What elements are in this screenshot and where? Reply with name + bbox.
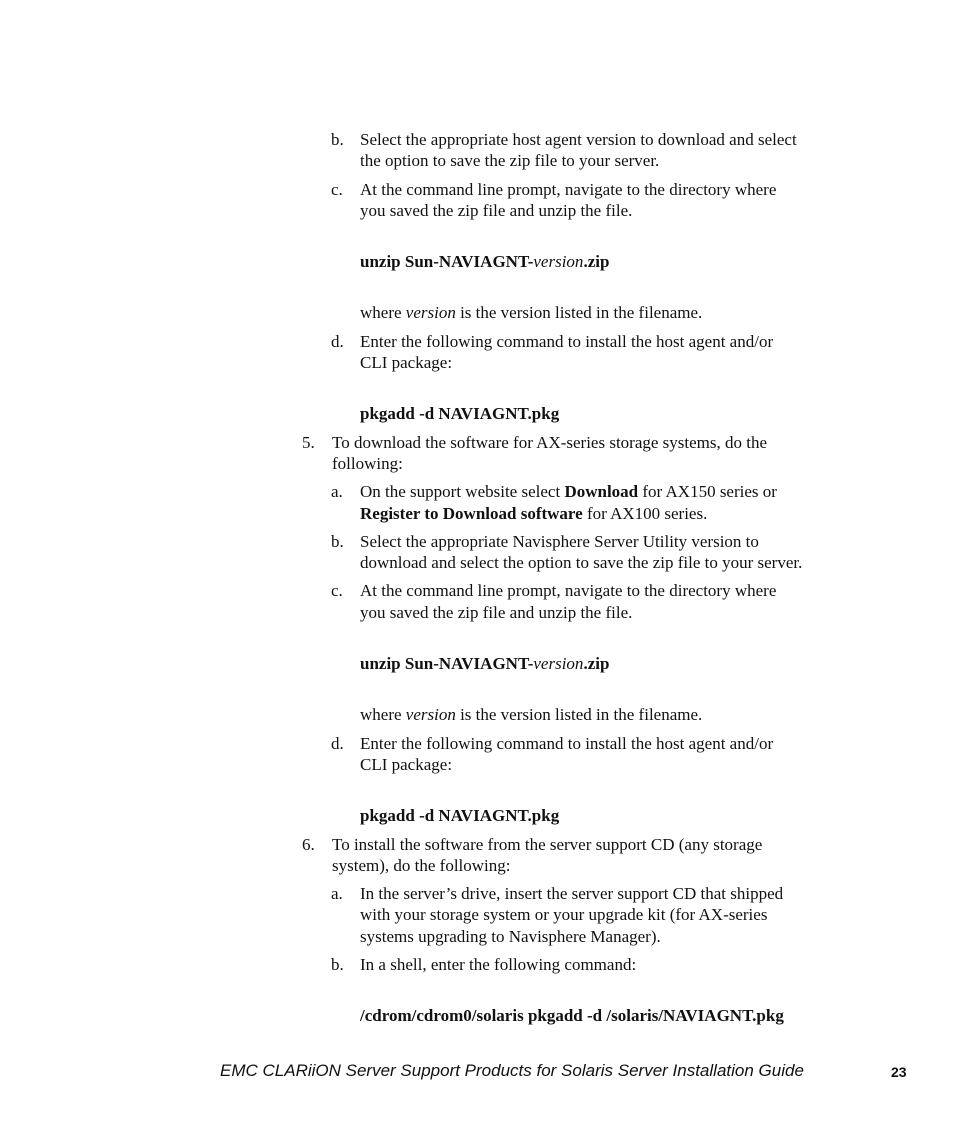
list-marker: b.	[331, 532, 344, 551]
command-line: /cdrom/cdrom0/solaris pkgadd -d /solaris/NAVIAGNT.pkg	[360, 1006, 784, 1025]
list-item-text: download and select the option to save the zip file to your server.	[360, 553, 803, 572]
command-line	[360, 653, 609, 675]
list-item-text: with your storage system or your upgrade kit (for AX-series	[360, 905, 768, 924]
explanation-part: is the version listed in the filename.	[455, 705, 703, 724]
list-item-text: CLI package:	[360, 755, 453, 774]
list-item-text	[360, 481, 777, 503]
list-item-text: At the command line prompt, navigate to the directory where	[360, 180, 777, 199]
footer-title: EMC CLARiiON Server Support Products for Solaris Server Installation Guide	[220, 1061, 804, 1080]
page-number: 23	[891, 1064, 907, 1080]
explanation-variable: version	[405, 303, 456, 322]
text-part: for AX150 series or	[638, 482, 777, 501]
step-number: 6.	[302, 835, 315, 854]
list-item-text: you saved the zip file and unzip the file.	[360, 201, 633, 220]
step-text: following:	[332, 454, 403, 473]
command-text: .zip	[583, 252, 610, 271]
step-text: To download the software for AX-series storage systems, do the	[332, 433, 768, 452]
list-item-text: Enter the following command to install the host agent and/or	[360, 332, 774, 351]
bold-term: Register to Download software	[360, 504, 583, 523]
explanation-part: where	[360, 705, 406, 724]
explanation-variable: version	[405, 705, 456, 724]
list-item-text: Select the appropriate host agent version to download and select	[360, 130, 797, 149]
list-marker: d.	[331, 332, 344, 351]
list-item-text	[360, 503, 707, 525]
command-line	[360, 251, 609, 273]
step-text: system), do the following:	[332, 856, 511, 875]
list-marker: c.	[331, 180, 343, 199]
command-text: unzip Sun-NAVIAGNT-	[360, 654, 534, 673]
list-marker: d.	[331, 734, 344, 753]
explanation-text	[360, 704, 702, 726]
command-variable: version	[533, 252, 584, 271]
command-text: unzip Sun-NAVIAGNT-	[360, 252, 534, 271]
step-text: To install the software from the server support CD (any storage	[332, 835, 763, 854]
list-marker: a.	[331, 482, 343, 501]
list-item-text: In the server’s drive, insert the server support CD that shipped	[360, 884, 784, 903]
list-marker: c.	[331, 581, 343, 600]
list-marker: b.	[331, 955, 344, 974]
explanation-part: is the version listed in the filename.	[455, 303, 703, 322]
step-number: 5.	[302, 433, 315, 452]
list-item-text: At the command line prompt, navigate to the directory where	[360, 581, 777, 600]
list-item-text: systems upgrading to Navisphere Manager).	[360, 927, 661, 946]
list-item-text: you saved the zip file and unzip the file.	[360, 603, 633, 622]
list-marker: b.	[331, 130, 344, 149]
list-marker: a.	[331, 884, 343, 903]
command-line: pkgadd -d NAVIAGNT.pkg	[360, 806, 560, 825]
command-text: .zip	[583, 654, 610, 673]
text-part: On the support website select	[360, 482, 565, 501]
text-part: for AX100 series.	[582, 504, 708, 523]
list-item-text: the option to save the zip file to your server.	[360, 151, 660, 170]
list-item-text: In a shell, enter the following command:	[360, 955, 637, 974]
list-item-text: CLI package:	[360, 353, 453, 372]
list-item-text: Enter the following command to install the host agent and/or	[360, 734, 774, 753]
list-item-text: Select the appropriate Navisphere Server Utility version to	[360, 532, 759, 551]
bold-term: Download	[564, 482, 639, 501]
command-variable: version	[533, 654, 584, 673]
explanation-part: where	[360, 303, 406, 322]
command-line: pkgadd -d NAVIAGNT.pkg	[360, 404, 560, 423]
explanation-text	[360, 302, 702, 324]
